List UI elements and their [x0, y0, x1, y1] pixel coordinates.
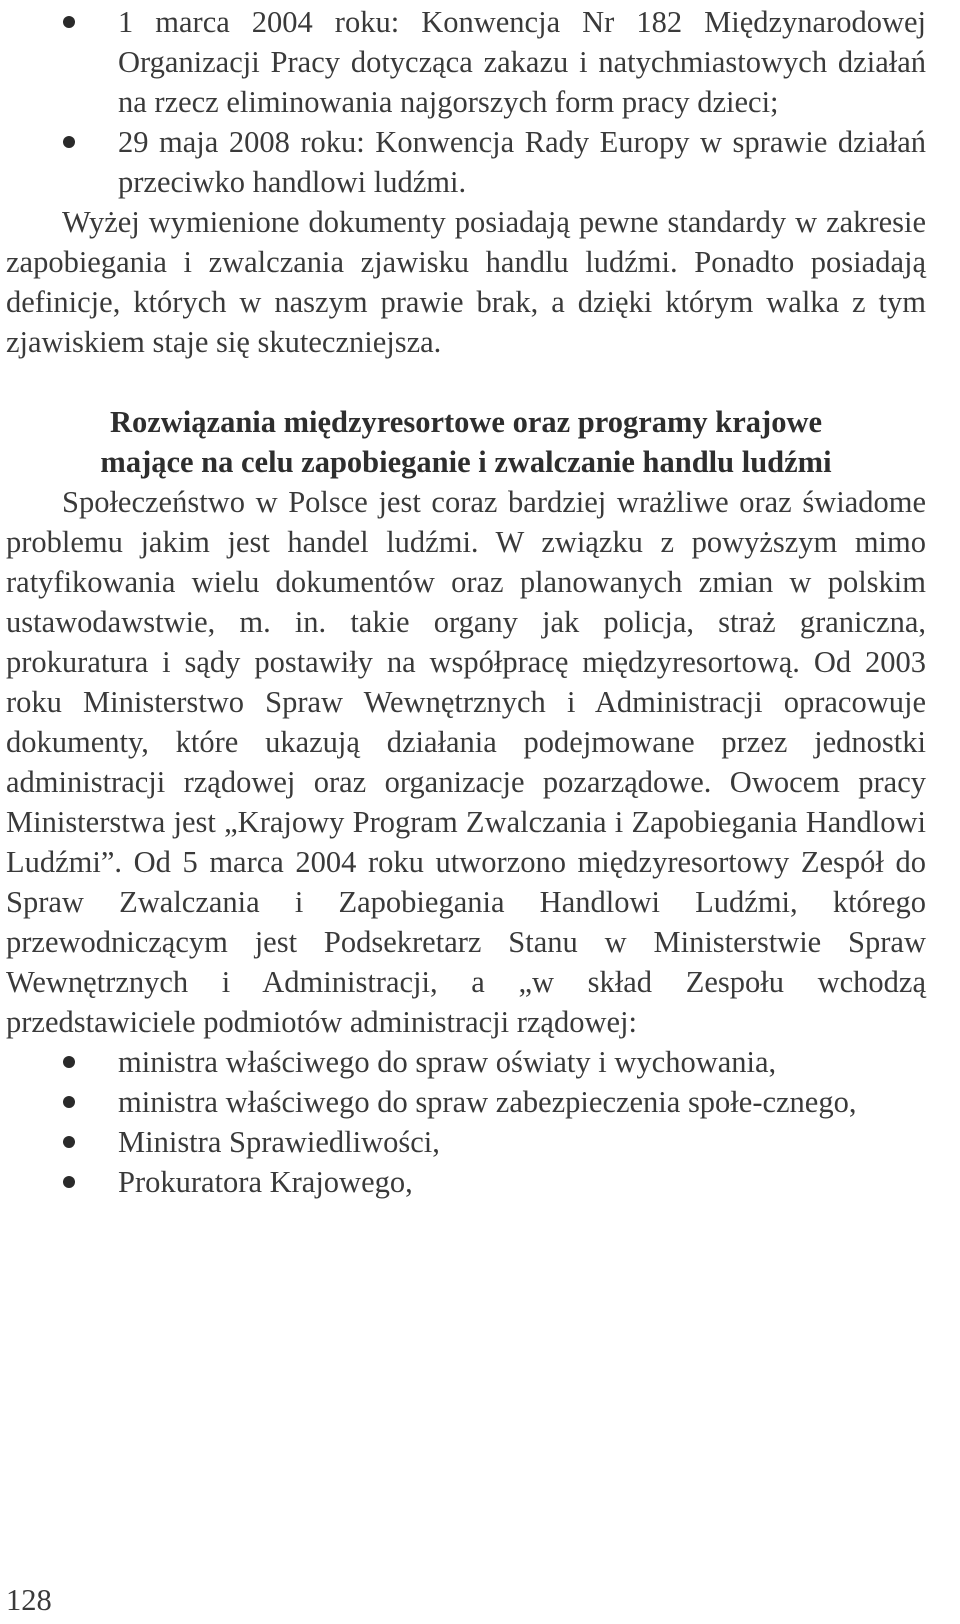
team-members-list: [6, 1042, 926, 1202]
list-item-text: 29 maja 2008 roku: Konwencja Rady Europy w sprawie działań przeciwko handlowi ludźmi.: [118, 125, 926, 199]
paragraph-standards: Wyżej wymienione dokumenty posiadają pewne standardy w zakresie zapobiegania i zwalczania zjawisku handlu ludźmi. Ponadto posiadają definicje, których w naszym prawie brak, a dzięki którym walka z tym zjawiskiem staje się skuteczniejsza.: [6, 205, 926, 359]
list-item-text: Ministra Sprawiedliwości,: [118, 1125, 440, 1159]
bullet-icon: [63, 1176, 75, 1188]
bullet-icon: [63, 136, 75, 148]
bullet-icon: [63, 16, 75, 28]
list-item: [6, 122, 926, 202]
paragraph-cooperation: Społeczeństwo w Polsce jest coraz bardziej wrażliwe oraz świadome problemu jakim jest handel ludźmi. W związku z powyższym mimo ratyfikowania wielu dokumentów oraz planowanych zmian w polskim ustawodawstwie, m. in. takie organy jak policja, straż graniczna, prokuratura i sądy postawiły na współpracę międzyresortową. Od 2003 roku Ministerstwo Spraw Wewnętrznych i Administracji opracowuje dokumenty, które ukazują działania podejmowane przez jednostki administracji rządowej oraz organizacje pozarządowe. Owocem pracy Ministerstwa jest „Krajowy Program Zwalczania i Zapobiegania Handlowi Ludźmi”. Od 5 marca 2004 roku utworzono międzyresortowy Zespół do Spraw Zwalczania i Zapobiegania Handlowi Ludźmi, którego przewodniczącym jest Podsekretarz Stanu w Ministerstwie Spraw Wewnętrznych i Administracji, a „w skład Zespołu wchodzą przedstawiciele podmiotów administracji rządowej:: [6, 485, 926, 1039]
list-item: [6, 1122, 926, 1162]
bullet-icon: [63, 1136, 75, 1148]
page-number: 128: [6, 1583, 52, 1617]
list-item: [6, 2, 926, 122]
heading-line-1: Rozwiązania międzyresortowe oraz programy krajowe: [109, 405, 823, 439]
section-heading: [6, 402, 926, 482]
list-item-text: 1 marca 2004 roku: Konwencja Nr 182 Międzynarodowej Organizacji Pracy dotycząca zakazu i natychmiastowych działań na rzecz eliminowania najgorszych form pracy dzieci;: [118, 5, 926, 119]
list-item-text: ministra właściwego do spraw oświaty i wychowania,: [118, 1045, 777, 1079]
heading-line-2: mające na celu zapobieganie i zwalczanie handlu ludźmi: [100, 445, 832, 479]
list-item: [6, 1082, 926, 1122]
list-item: [6, 1162, 926, 1202]
document-page: [6, 0, 926, 1202]
list-item-text: ministra właściwego do spraw zabezpieczenia społe-cznego,: [118, 1085, 857, 1119]
list-item-text: Prokuratora Krajowego,: [118, 1165, 413, 1199]
conventions-list: [6, 2, 926, 202]
bullet-icon: [63, 1056, 75, 1068]
bullet-icon: [63, 1096, 75, 1108]
list-item: [6, 1042, 926, 1082]
